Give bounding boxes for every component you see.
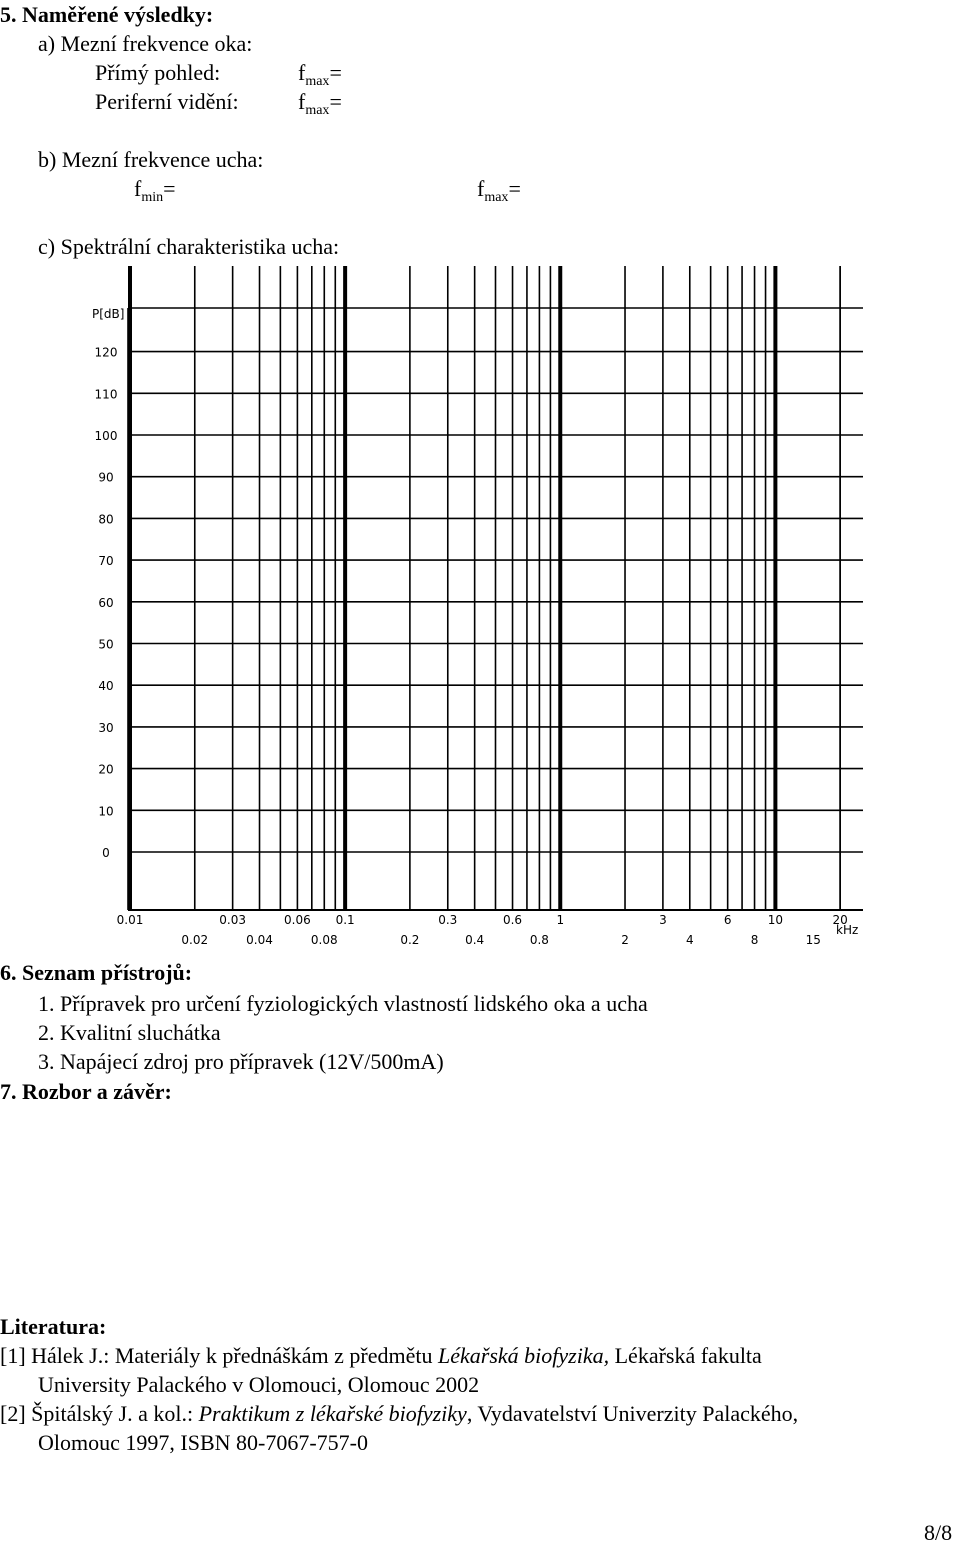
direct-view-label: Přímý pohled: <box>95 60 221 85</box>
y-tick-label: 110 <box>94 387 118 402</box>
x-tick-label: 20 <box>832 913 848 927</box>
y-axis-label: P[dB] <box>92 307 125 321</box>
instrument-item: 2. Kvalitní sluchátka <box>38 1020 221 1045</box>
reference-2: [2] Špitálský J. a kol.: Praktikum z lékařské biofyziky, Vydavatelství Univerzity Palackého, <box>0 1401 799 1426</box>
x-tick-label: 15 <box>805 933 821 947</box>
y-tick-label: 70 <box>98 554 114 569</box>
y-tick-labels <box>95 346 118 860</box>
page-number: 8/8 <box>924 1520 953 1545</box>
x-tick-label: 8 <box>750 933 759 947</box>
x-tick-label: 0.6 <box>502 913 523 927</box>
reference-1-cont: University Palackého v Olomouci, Olomouc 2002 <box>38 1372 480 1397</box>
spectral-label: c) Spektrální charakteristika ucha: <box>38 234 340 259</box>
x-tick-label: 0.02 <box>181 933 209 947</box>
x-axis-label: kHz <box>836 923 859 937</box>
section-6-heading: 6. Seznam přístrojů: <box>0 960 193 985</box>
x-tick-label: 1 <box>556 913 565 927</box>
peripheral-view-label: Periferní vidění: <box>95 89 239 114</box>
instrument-item: 3. Napájecí zdroj pro přípravek (12V/500mA) <box>38 1049 444 1074</box>
x-tick-label: 0.06 <box>284 913 311 927</box>
direct-view-fmax: $f_{max}=$ <box>298 60 342 89</box>
y-tick-label: 60 <box>98 595 114 610</box>
x-tick-label: 0.08 <box>310 933 338 947</box>
y-tick-label: 30 <box>98 720 114 735</box>
y-tick-label: 10 <box>98 804 114 819</box>
x-tick-label: 10 <box>767 913 784 927</box>
eye-frequency-label: a) Mezní frekvence oka: <box>38 31 253 56</box>
spectral-chart <box>88 262 878 960</box>
reference-1: [1] Hálek J.: Materiály k přednáškám z předmětu Lékařská biofyzika, Lékařská fakulta <box>0 1343 762 1368</box>
peripheral-view-fmax: $f_{max}=$ <box>298 89 342 118</box>
x-tick-label: 0.3 <box>438 913 458 927</box>
x-tick-label: 4 <box>685 933 694 947</box>
ear-fmax: $f_{max}=$ <box>477 176 521 205</box>
y-tick-label: 80 <box>98 512 114 527</box>
literature-heading: Literatura: <box>0 1314 107 1339</box>
ear-fmin: $f_{min}=$ <box>134 176 176 205</box>
x-tick-label: 3 <box>659 913 667 927</box>
y-tick-label: 120 <box>94 345 118 360</box>
y-tick-label: 20 <box>98 762 114 777</box>
x-tick-label: 0.01 <box>116 913 144 927</box>
x-tick-label: 0.04 <box>246 933 273 947</box>
x-tick-label: 2 <box>621 933 629 947</box>
y-tick-label: 40 <box>98 679 114 694</box>
x-tick-label: 0.2 <box>400 933 420 947</box>
ear-frequency-label: b) Mezní frekvence ucha: <box>38 147 264 172</box>
section-5-heading: 5. Naměřené výsledky: <box>0 2 214 27</box>
y-tick-label: 100 <box>94 429 118 443</box>
x-tick-label: 0.1 <box>335 913 355 927</box>
x-tick-labels <box>117 913 848 947</box>
section-7-heading: 7. Rozbor a závěr: <box>0 1079 172 1104</box>
y-tick-label: 90 <box>98 470 114 485</box>
x-tick-label: 0.4 <box>465 933 485 947</box>
x-tick-label: 0.03 <box>219 913 247 927</box>
y-tick-label: 50 <box>98 637 114 652</box>
reference-2-cont: Olomouc 1997, ISBN 80-7067-757-0 <box>38 1430 368 1455</box>
y-tick-label: 0 <box>102 846 110 860</box>
x-tick-label: 0.8 <box>529 933 549 947</box>
vertical-grid <box>130 266 840 910</box>
instrument-item: 1. Přípravek pro určení fyziologických vlastností lidského oka a ucha <box>38 991 648 1016</box>
x-tick-label: 6 <box>723 913 732 927</box>
